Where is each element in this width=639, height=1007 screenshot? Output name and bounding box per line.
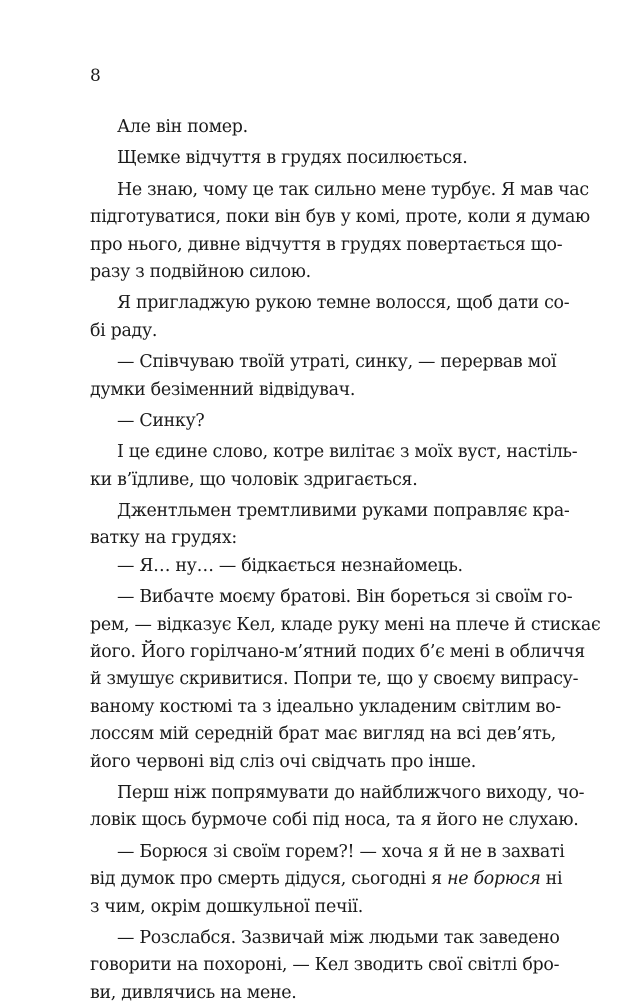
text-line — [90, 525, 556, 552]
line-text: бі раду. — [90, 320, 158, 341]
line-text: — Вибачте моєму братові. Він бореться зі своїм го- — [117, 587, 573, 608]
line-text: від думок про смерть дідуся, сьогодні я — [90, 869, 448, 890]
line-text: — Синку? — [117, 410, 205, 431]
text-line — [90, 377, 556, 404]
line-text: разу з подвійною силою. — [90, 261, 311, 282]
line-text: — Розслабся. Зазвичай між людьми так заведено — [117, 927, 560, 948]
text-line — [90, 666, 579, 693]
line-text: — Співчуваю твоїй утраті, синку, — перервав мої — [117, 352, 557, 373]
line-text: Але він помер. — [117, 117, 248, 137]
text-line — [90, 114, 556, 141]
text-line — [90, 467, 556, 494]
text-line — [90, 780, 585, 807]
text-line — [90, 259, 556, 286]
text-line — [90, 439, 578, 466]
line-text: про нього, дивне відчуття в грудях повертається що- — [90, 234, 563, 255]
text-line — [90, 498, 570, 525]
text-line — [90, 807, 579, 834]
line-text: підготуватися, поки він був у комі, проте, коли я думаю — [90, 207, 590, 228]
line-text: І це єдине слово, котре вилітає з моїх вуст, настіль- — [117, 442, 578, 463]
line-text: — Я… ну… — бідкається незнайомець. — [117, 555, 463, 576]
text-line — [90, 177, 589, 204]
line-text: говорити на похороні, — Кел зводить свої світлі бро- — [90, 955, 560, 976]
line-text: лоссям мій середній брат має вигляд на всі дев’ять, — [90, 724, 556, 745]
line-text: й змушує скривитися. Попри те, що у своєму випрасу- — [90, 669, 579, 690]
line-text: Джентльмен тремтливими руками поправляє кра- — [117, 501, 570, 522]
line-text: його червоні від сліз очі свідчать про інше. — [90, 751, 476, 772]
text-line — [90, 952, 560, 979]
body-text — [90, 114, 601, 1007]
line-text: ловік щось бурмоче собі під носа, та я його не слухаю. — [90, 810, 579, 831]
line-text: Я пригладжую рукою темне волосся, щоб дати со- — [117, 293, 570, 314]
text-line — [90, 290, 570, 317]
line-text: ки в’їдливе, що чоловік здригається. — [90, 469, 418, 490]
line-text: рем, — відказує Кел, кладе руку мені на плече й стискає — [90, 614, 601, 635]
line-text: ваному костюмі та з ідеально укладеним світлим во- — [90, 696, 561, 717]
text-line — [90, 584, 573, 611]
line-text: Щемке відчуття в грудях посилюється. — [117, 148, 468, 169]
text-line — [90, 145, 556, 172]
line-text: думки безіменний відвідувач. — [90, 379, 356, 400]
text-line — [90, 925, 560, 952]
text-line — [90, 894, 556, 921]
line-text: — Борюся зі своїм горем?! — хоча я й не в захваті — [117, 841, 565, 862]
text-line — [90, 866, 563, 893]
line-text: його. Його горілчано-м’ятний подих б’є мені в обличчя — [90, 642, 585, 663]
line-text: ви, дивлячись на мене. — [90, 982, 297, 1003]
text-line — [90, 612, 601, 639]
line-text: Перш ніж попрямувати до найближчого виходу, чо- — [117, 782, 585, 803]
text-line — [90, 408, 556, 435]
text-line — [90, 639, 585, 666]
text-line — [90, 349, 556, 376]
text-line — [90, 980, 556, 1007]
text-line — [90, 721, 556, 748]
page-number: 8 — [90, 66, 101, 86]
italic-emphasis: не борюся — [447, 869, 541, 890]
text-line — [90, 553, 556, 580]
text-line — [90, 839, 565, 866]
text-line — [90, 232, 563, 259]
text-line — [90, 694, 561, 721]
line-text: з чим, окрім дошкульної печії. — [90, 896, 363, 917]
line-text: ватку на грудях: — [90, 528, 237, 549]
line-text-after: ні — [540, 869, 563, 890]
text-line — [90, 318, 556, 345]
text-line — [90, 749, 556, 776]
line-text: Не знаю, чому це так сильно мене турбує. Я мав час — [117, 179, 589, 200]
text-line — [90, 204, 590, 231]
